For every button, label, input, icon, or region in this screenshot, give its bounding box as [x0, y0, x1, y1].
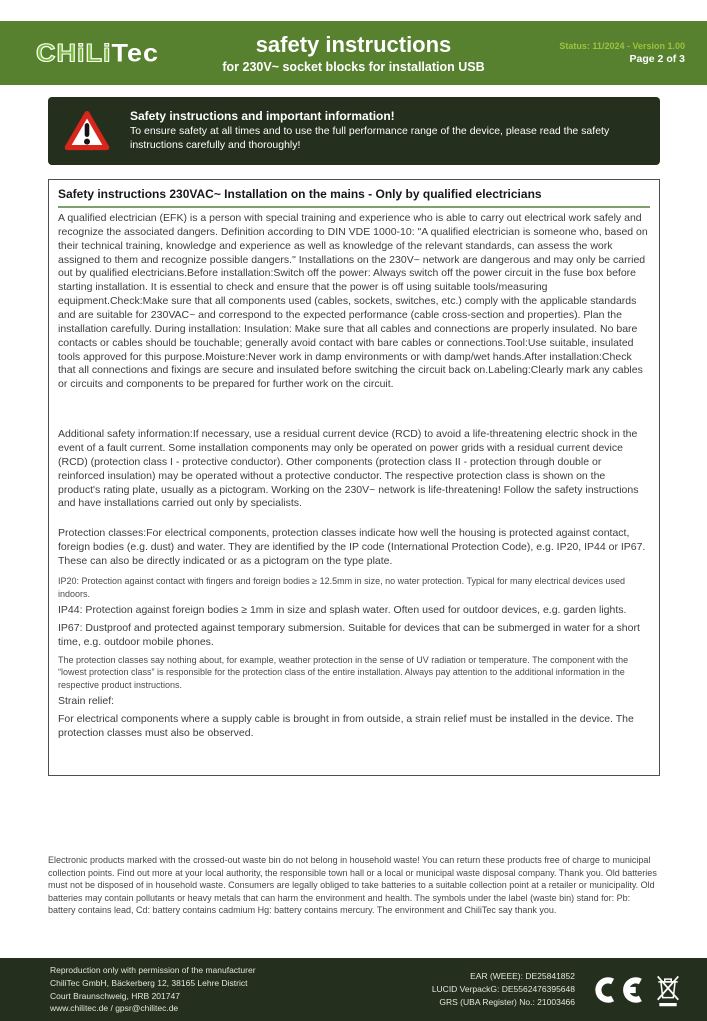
warning-triangle-icon — [64, 110, 110, 152]
section-title: Safety instructions 230VAC~ Installation on the mains - Only by qualified electricians — [58, 187, 650, 208]
logo-text-chili: CHiLi — [36, 38, 112, 67]
paragraph-ip44: IP44: Protection against foreign bodies ≥ 1mm in size and splash water. Often used for outdoor devices, e.g. garden lights. — [58, 604, 627, 617]
warning-banner — [48, 97, 660, 165]
crossed-out-waste-bin-icon — [655, 972, 681, 1008]
paragraph-protection-note: The protection classes say nothing about, for example, weather protection in the sense of UV radiation or temperature. The component with the “lowest protection class” is responsible for the protection class of the entire installation. Always pay attention to the additional information in the respective product instructions. — [58, 654, 629, 690]
footer-registration-block — [432, 970, 575, 1008]
ce-mark-icon — [591, 975, 645, 1005]
document-subtitle: for 230V~ socket blocks for installation USB — [222, 59, 485, 74]
paragraph-additional-safety: Additional safety information:If necessary, use a residual current device (RCD) to avoid a life-threatening electric shock in the event of a fault current. Some installation components may only be operated on power grids with a residual current device (RCD) (protection class I - protective conductor). Other components (protection class II - protection through double or reinforced insulation) may be operated without a protective conductor. The respective protection class is shown on the product's rating plate, usually as a pictogram. Working on the 230V~ network is life-threatening! Follow the safety instructions and have installations carried out only by specialists. — [58, 428, 639, 510]
footer-reproduction-line: Reproduction only with permission of the manufacturer — [50, 965, 256, 975]
footer-ear-weee: EAR (WEEE): DE25841852 — [470, 971, 575, 982]
document-title: safety instructions — [255, 32, 452, 58]
paragraph-strain-relief-body: For electrical components where a supply cable is brought in from outside, a strain relief must be installed in the device. The protection classes must also be observed. — [58, 713, 634, 740]
logo-text-tec: Tec — [111, 38, 160, 67]
warning-text-block — [130, 109, 646, 152]
footer-lucid: LUCID VerpackG: DE5562476395648 — [431, 984, 575, 995]
footer-company-address: ChiliTec GmbH, Bäckerberg 12, 38165 Lehre District — [50, 977, 248, 988]
disposal-note: Electronic products marked with the crossed-out waste bin do not belong in household waste! You can return these products free of charge to municipal collection points. Find out more at your local authority, the responsible town hall or a local or municipal waste disposal company. Thank you. Old batteries must not be disposed of in household waste. Consumers are legally obliged to take batteries to a suitable collection point at a retailer or municipality. Old batteries may contain pollutants or heavy metals that can harm the environment and health. The symbols under the label (waste bin) stand for: Pb: battery contains lead, Cd: battery contains cadmium Hg: battery contains mercury. The environment and ChiliTec say thank you. — [48, 855, 657, 916]
paragraph-ip67: IP67: Dustproof and protected against temporary submersion. Suitable for devices that can be submerged in water for a short time, e.g. outdoor mobile phones. — [58, 621, 640, 648]
footer-court-register: Court Braunschweig, HRB 201747 — [50, 990, 180, 1001]
warning-body: To ensure safety at all times and to use the full performance range of the device, please read the safety instructions carefully and thoroughly! — [130, 125, 610, 151]
paragraph-protection-classes: Protection classes:For electrical components, protection classes indicate how well the housing is protected against contact, foreign bodies (e.g. dust) and water. They are identified by the IP code (International Protection Code), e.g. IP20, IP44 or IP67. These can also be directly indicated or as a pictogram on the type plate. — [58, 527, 646, 568]
page-header — [0, 21, 707, 85]
safety-instructions-box — [48, 179, 660, 776]
paragraph-strain-relief-heading: Strain relief: — [58, 695, 115, 708]
footer-grs: GRS (UBA Register) No.: 21003466 — [439, 996, 575, 1007]
footer-company-block — [50, 964, 256, 1015]
page-number-label: Page 2 of 3 — [629, 53, 685, 65]
paragraph-qualified-electrician: A qualified electrician (EFK) is a person with special training and experience who is able to carry out electrical work safely and recognize the associated dangers. Definition according to DIN VDE 1000-10: "A qualified electrician is someone who, based on their technical training, knowledge and experience as well as knowledge of the relevant standards, can assess the work assigned to them and recognize possible dangers." Installations on the 230V~ network are dangerous and may only be carried out by qualified electricians.Before installation:Switch off the power: Always switch off the power circuit in the fuse box before starting installation. It is essential to check and ensure that the power is off using suitable tools/measuring equipment.Check:Make sure that all components used (cables, sockets, switches, etc.) comply with the applicable standards and are suitable for 230VAC~ and correspond to the expected performance (cable cross-section and properties). Plan the installation carefully. During installation: Insulation: Make sure that all cables and connections are properly insulated. No bare contacts or cables should be touchable; generally avoid contact with bare cables or connections.Tool:Use suitable, insulated tools approved for this purpose.Moisture:Never work in damp environments or with damp/wet hands.After installation:Check that all connections and fixings are secure and insulated before switching the circuit back on.Labeling:Clearly mark any cables or circuits and components to be prepared for further work on the circuit. — [58, 212, 648, 391]
header-meta — [559, 41, 685, 65]
paragraph-ip20: IP20: Protection against contact with fingers and foreign bodies ≥ 12.5mm in size, no water protection. Typical for many electrical devices used indoors. — [58, 575, 626, 599]
page-footer — [0, 958, 707, 1021]
status-version-label: Status: 11/2024 - Version 1.00 — [559, 41, 685, 51]
chilitec-logo — [36, 38, 160, 67]
warning-title: Safety instructions and important information! — [130, 109, 395, 124]
footer-website-email: www.chilitec.de / gpsr@chilitec.de — [50, 1003, 179, 1014]
